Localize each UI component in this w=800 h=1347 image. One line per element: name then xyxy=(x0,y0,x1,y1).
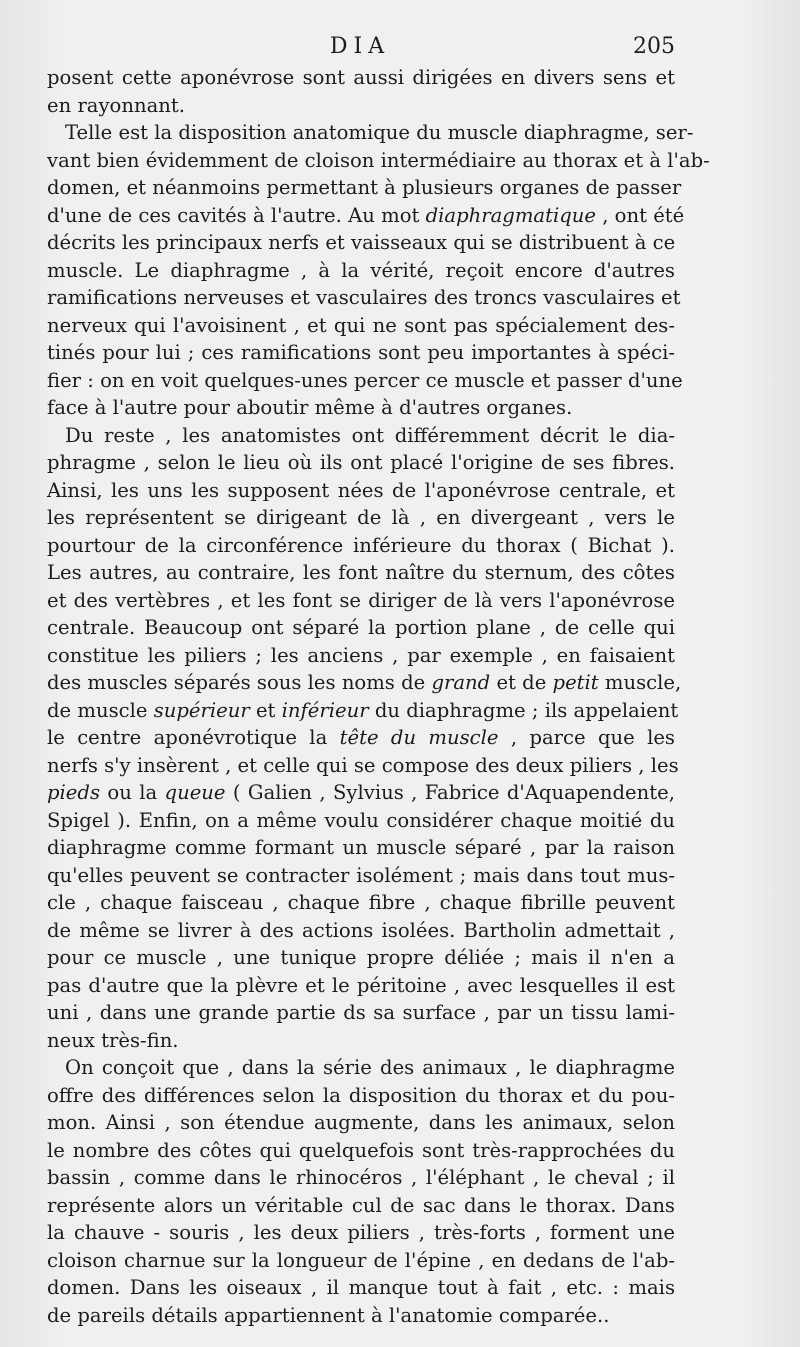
body-text xyxy=(47,64,710,1329)
text-line: qu'elles peuvent se contracter isolément ; mais dans tout mus- xyxy=(47,863,675,887)
text-line: domen. Dans les oiseaux , il manque tout à fait , etc. : mais xyxy=(47,1276,675,1299)
text-line: Du reste , les anatomistes ont différemment décrit le dia- xyxy=(65,423,675,447)
text-line: fier : on en voit quelques-unes percer ce muscle et passer d'une xyxy=(47,368,683,392)
text-line: décrits les principaux nerfs et vaisseaux qui se distribuent à ce xyxy=(47,231,676,254)
text-line: représente alors un véritable cul de sac dans le thorax. Dans xyxy=(47,1193,675,1217)
page-header xyxy=(45,34,675,66)
text-line: le centre aponévrotique la tête du muscle , parce que les xyxy=(47,726,675,749)
text-line: uni , dans une grande partie ds sa surface , par un tissu lami- xyxy=(47,1001,675,1024)
text-line: Telle est la disposition anatomique du muscle diaphragme, ser- xyxy=(65,121,694,144)
text-line: tinés pour lui ; ces ramifications sont peu importantes à spéci- xyxy=(47,341,675,364)
text-line: On conçoit que , dans la série des animaux , le diaphragme xyxy=(65,1056,675,1079)
text-line: mon. Ainsi , son étendue augmente, dans les animaux, selon xyxy=(47,1111,675,1134)
text-line: posent cette aponévrose sont aussi dirigées en divers sens et xyxy=(47,66,675,89)
text-line: Ainsi, les uns les supposent nées de l'aponévrose centrale, et xyxy=(47,478,675,502)
text-line: Spigel ). Enfin, on a même voulu considérer chaque moitié du xyxy=(47,808,675,832)
text-line: pieds ou la queue ( Galien , Sylvius , Fabrice d'Aquapendente, xyxy=(47,781,675,804)
text-line: diaphragme comme formant un muscle séparé , par la raison xyxy=(47,836,675,859)
text-line: ramifications nerveuses et vasculaires des troncs vasculaires et xyxy=(47,286,681,309)
text-line: cle , chaque faisceau , chaque fibre , chaque fibrille peuvent xyxy=(47,891,675,914)
text-line: Les autres, au contraire, les font naître du sternum, des côtes xyxy=(47,561,675,584)
text-line: nerfs s'y insèrent , et celle qui se compose des deux piliers , les xyxy=(47,753,679,777)
text-line: les représentent se dirigeant de là , en divergeant , vers le xyxy=(47,506,675,529)
text-line: offre des différences selon la disposition du thorax et du pou- xyxy=(47,1083,675,1107)
page-number: 205 xyxy=(633,34,675,59)
text-line: face à l'autre pour aboutir même à d'autres organes. xyxy=(47,396,573,419)
text-line: pour ce muscle , une tunique propre déliée ; mais il n'en a xyxy=(47,946,675,969)
text-line: en rayonnant. xyxy=(47,93,185,117)
text-line: cloison charnue sur la longueur de l'épine , en dedans de l'ab- xyxy=(47,1248,675,1272)
text-line: vant bien évidemment de cloison intermédiaire au thorax et à l'ab- xyxy=(47,148,710,172)
text-line: phragme , selon le lieu où ils ont placé l'origine de ses fibres. xyxy=(47,451,675,474)
text-line: d'une de ces cavités à l'autre. Au mot diaphragmatique , ont été xyxy=(47,203,685,227)
text-line: de même se livrer à des actions isolées. Bartholin admettait , xyxy=(47,918,675,942)
text-line: de pareils détails appartiennent à l'anatomie comparée.. xyxy=(47,1303,610,1327)
text-line: des muscles séparés sous les noms de grand et de petit muscle, xyxy=(47,671,682,694)
text-line: de muscle supérieur et inférieur du diaphragme ; ils appelaient xyxy=(47,698,679,722)
text-line: constitue les piliers ; les anciens , par exemple , en faisaient xyxy=(47,643,675,667)
text-line: centrale. Beaucoup ont séparé la portion plane , de celle qui xyxy=(47,616,675,639)
text-line: neux très-fin. xyxy=(47,1028,179,1052)
text-line: le nombre des côtes qui quelquefois sont très-rapprochées du xyxy=(47,1138,675,1162)
text-line: et des vertèbres , et les font se diriger de là vers l'aponévrose xyxy=(47,588,675,612)
text-line: nerveux qui l'avoisinent , et qui ne sont pas spécialement des- xyxy=(47,313,675,337)
text-line: la chauve - souris , les deux piliers , très-forts , forment une xyxy=(47,1221,675,1244)
running-head: DIA xyxy=(329,34,391,59)
text-line: muscle. Le diaphragme , à la vérité, reçoit encore d'autres xyxy=(47,258,675,282)
text-line: domen, et néanmoins permettant à plusieurs organes de passer xyxy=(47,176,682,199)
text-line: pas d'autre que la plèvre et le péritoine , avec lesquelles il est xyxy=(47,973,675,997)
text-line: bassin , comme dans le rhinocéros , l'éléphant , le cheval ; il xyxy=(47,1166,675,1189)
text-line: pourtour de la circonférence inférieure du thorax ( Bichat ). xyxy=(47,533,675,557)
